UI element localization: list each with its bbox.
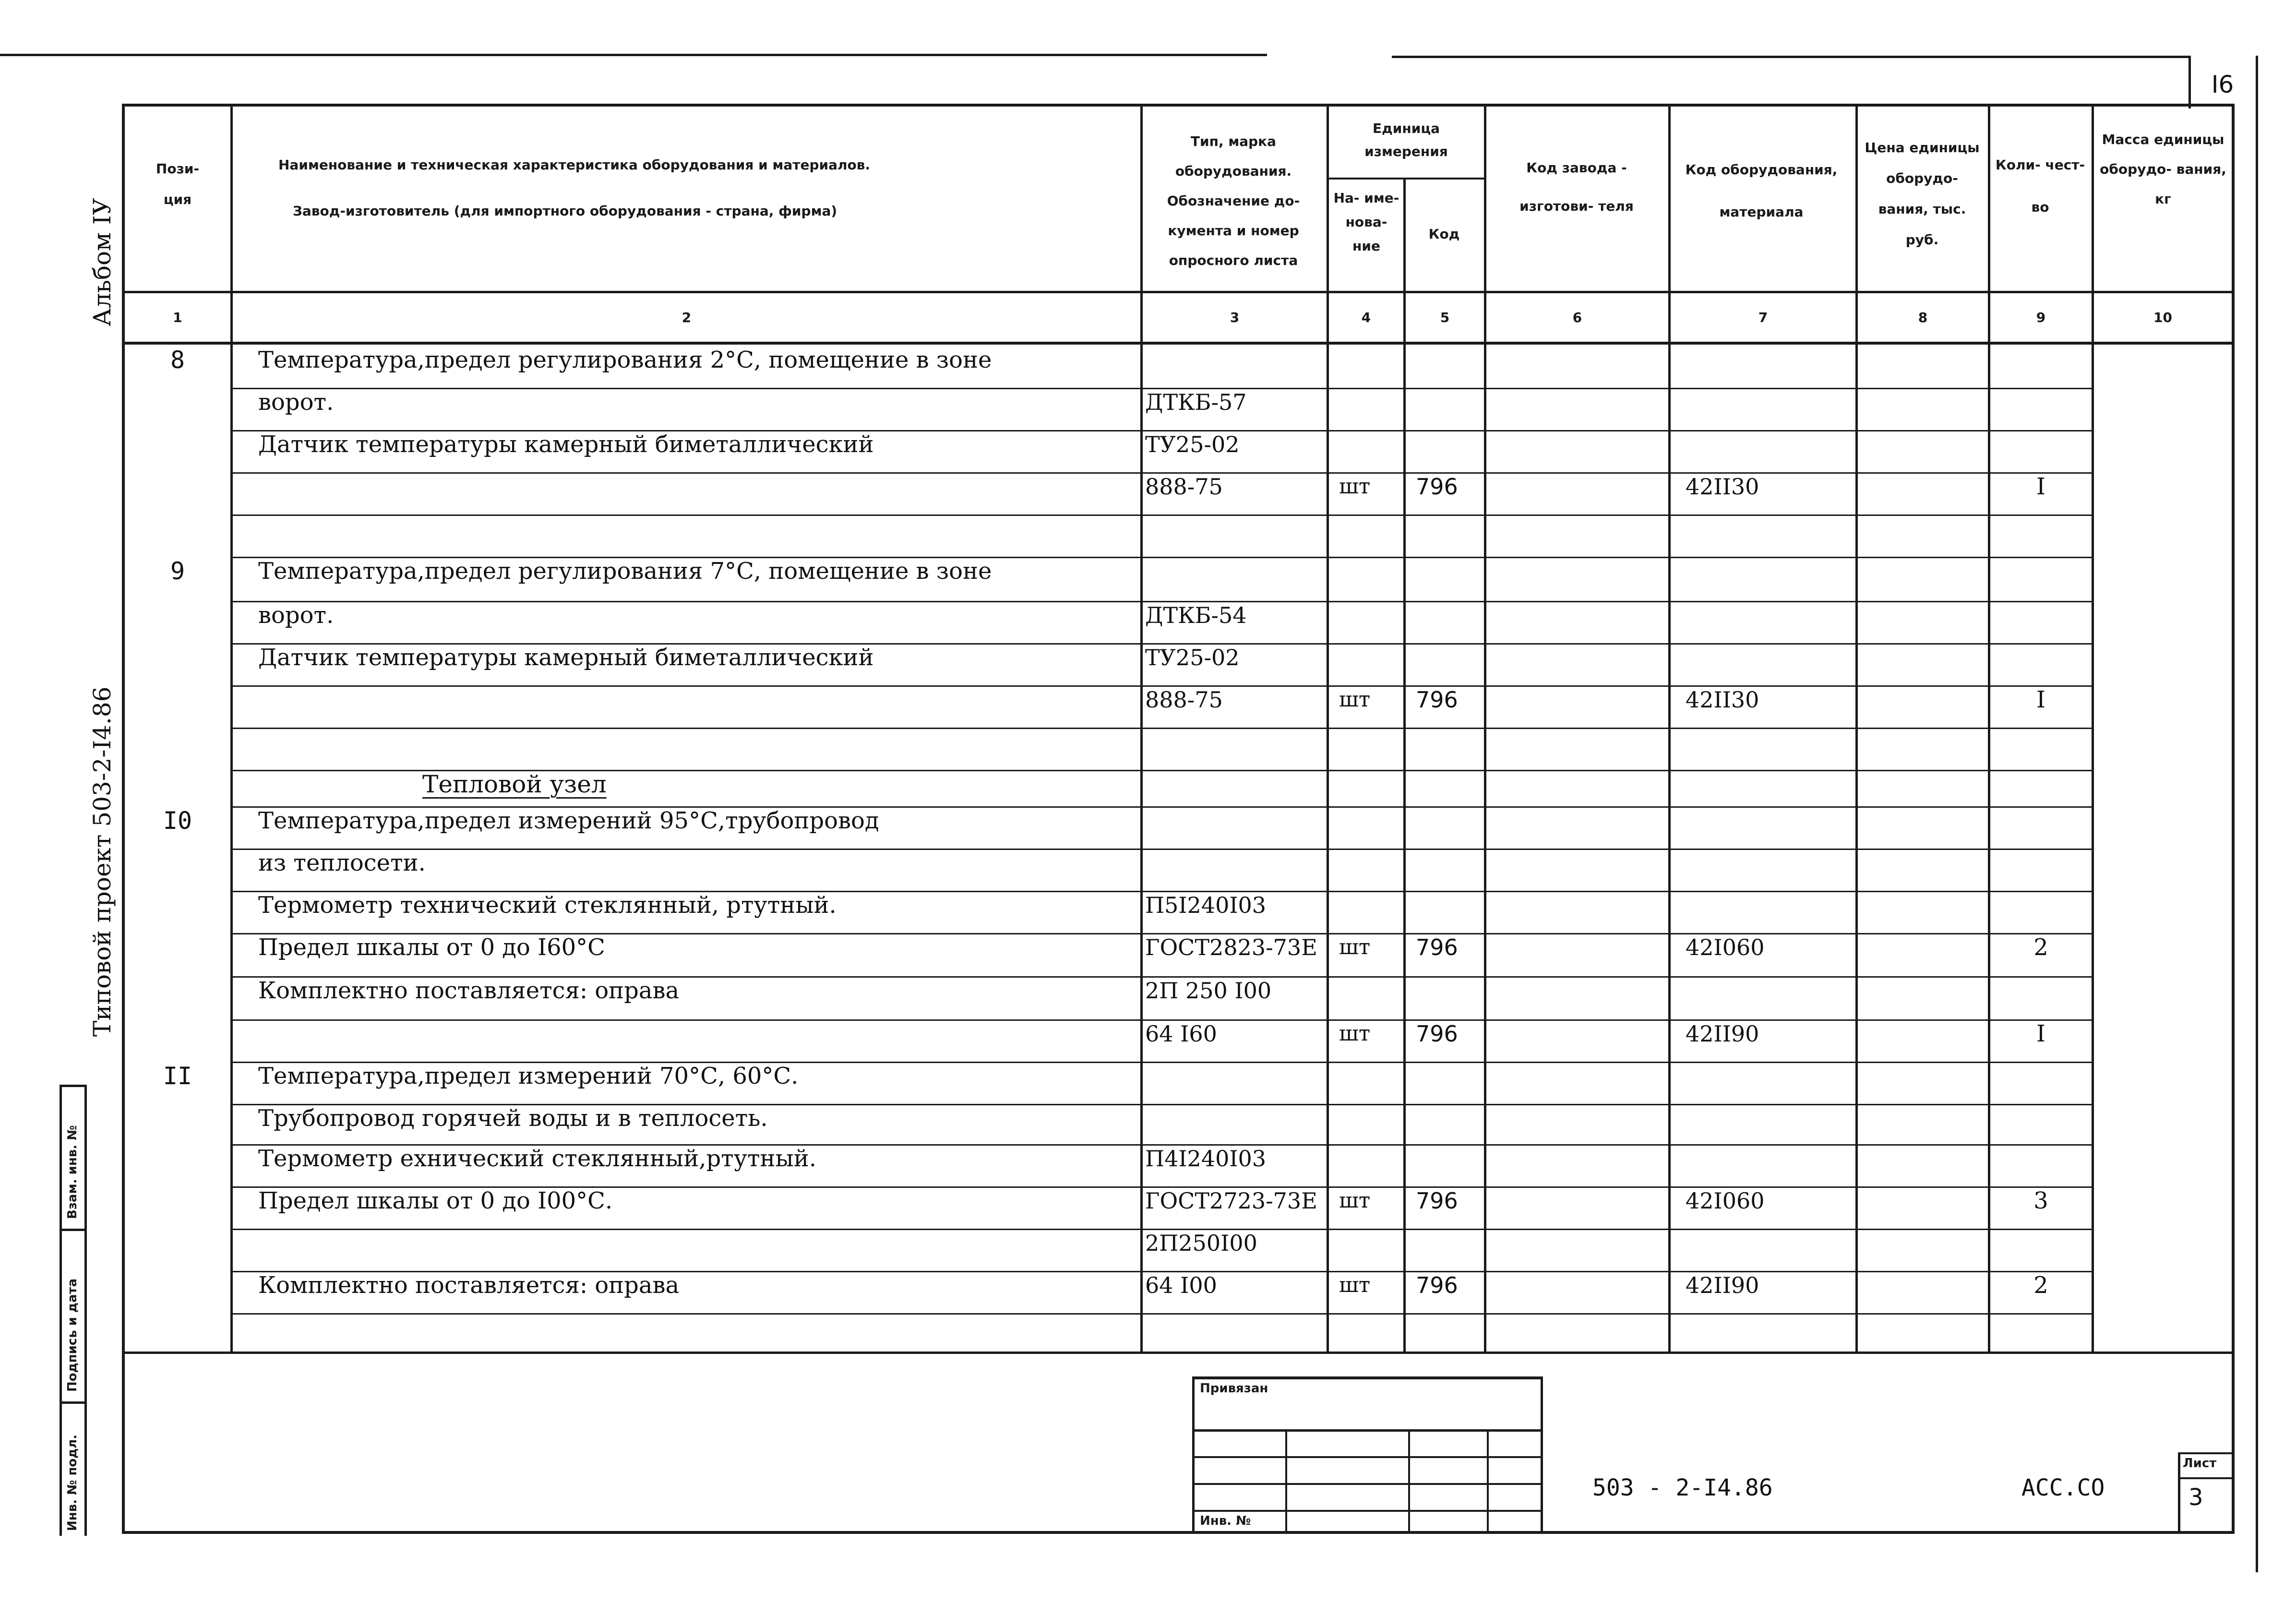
- tb-col-2: [1408, 1429, 1410, 1534]
- row-name: Датчик температуры камерный биметаллический: [258, 644, 874, 671]
- stamp-strip-left: [60, 1085, 62, 1536]
- row-unit: шт: [1339, 1021, 1371, 1046]
- header-position: Пози- ция: [155, 161, 200, 207]
- row-type: 2П 250 I00: [1145, 978, 1272, 1004]
- header-unit-name: На- име- нова- ние: [1333, 190, 1399, 254]
- tb-right: [1541, 1376, 1543, 1534]
- sheet-number: 3: [2188, 1484, 2203, 1511]
- row-equipment-code: 42II90: [1686, 1021, 1759, 1047]
- header-name-line1: Наименование и техническая характеристика оборудования и материалов.: [278, 157, 871, 173]
- row-name: Комплектно поставляется: оправа: [258, 977, 680, 1004]
- row-type: ГОСТ2723-73Е: [1145, 1188, 1317, 1214]
- row-name: Термометр технический стеклянный, ртутный.: [258, 892, 837, 919]
- row-unit: шт: [1339, 935, 1371, 959]
- row-unit-code: 796: [1416, 934, 1458, 960]
- stamp-strip-top: [60, 1085, 86, 1087]
- tb-col-1: [1285, 1429, 1287, 1534]
- sheet-box-right: [2256, 56, 2258, 1572]
- inv-label: Инв. №: [1200, 1514, 1251, 1528]
- column-number: 8: [1918, 310, 1928, 325]
- header-price: Цена единицы оборудо- вания, тыс. руб.: [1865, 140, 1980, 248]
- column-number: 6: [1572, 310, 1582, 325]
- column-number: 5: [1440, 310, 1450, 325]
- column-number: 4: [1361, 310, 1371, 325]
- row-name: Комплектно поставляется: оправа: [258, 1272, 680, 1299]
- header-unit-group: Единица измерения: [1364, 120, 1448, 159]
- section-heading: Тепловой узел: [422, 770, 607, 798]
- row-divider: [230, 849, 2093, 850]
- column-number: 7: [1758, 310, 1768, 325]
- row-type: П5I240I03: [1145, 892, 1267, 918]
- row-equipment-code: 42I060: [1686, 1188, 1765, 1214]
- column-number: 1: [173, 310, 182, 325]
- row-type: ГОСТ2823-73Е: [1145, 934, 1317, 960]
- row-divider: [230, 1313, 2093, 1315]
- tb-row-4: [1192, 1510, 1543, 1512]
- row-name: Температура,предел измерений 95°С,трубопровод: [258, 807, 879, 834]
- row-position: 9: [170, 557, 185, 585]
- album-label: Альбом IУ: [88, 198, 116, 326]
- header-type: Тип, марка оборудования. Обозначение до- кумента и номер опросного листа: [1167, 133, 1300, 268]
- row-unit: шт: [1339, 474, 1371, 499]
- row-name: Температура,предел регулирования 7°С, помещение в зоне: [258, 558, 992, 585]
- row-equipment-code: 42II30: [1686, 687, 1759, 713]
- unit-group-divider: [1327, 178, 1486, 179]
- page-bottom: [123, 1531, 2235, 1534]
- stamp-divider-2: [60, 1401, 86, 1404]
- row-name: из теплосети.: [258, 849, 426, 876]
- row-quantity: I: [2036, 1020, 2045, 1047]
- table-body-bottom: [123, 1352, 2235, 1354]
- header-quantity: Коли- чест- во: [1995, 157, 2085, 215]
- row-type: ТУ25-02: [1145, 645, 1240, 670]
- header-unit-code: Код: [1428, 226, 1460, 242]
- row-equipment-code: 42II90: [1686, 1272, 1759, 1298]
- row-quantity: I: [2036, 473, 2045, 500]
- header-equipment-code: Код оборудования, материала: [1685, 162, 1838, 220]
- row-position: 8: [170, 346, 185, 374]
- row-name: Предел шкалы от 0 до I00°С.: [258, 1187, 613, 1214]
- row-type: 64 I00: [1145, 1272, 1217, 1298]
- row-divider: [230, 728, 2093, 729]
- row-name: Температура,предел регулирования 2°С, помещение в зоне: [258, 347, 992, 373]
- column-number: 3: [1230, 310, 1240, 325]
- row-name: Предел шкалы от 0 до I60°С: [258, 934, 605, 961]
- project-label: Типовой проект 503-2-I4.86: [88, 686, 116, 1037]
- row-name: ворот.: [258, 602, 334, 629]
- row-name: Трубопровод горячей воды и в теплосеть.: [258, 1105, 768, 1132]
- sheet-cell-top: [2178, 1452, 2234, 1454]
- tb-row-2: [1192, 1456, 1543, 1458]
- row-quantity: 2: [2033, 934, 2048, 961]
- row-name: Термометр ехнический стеклянный,ртутный.: [258, 1145, 816, 1172]
- stamp-replace-inv: Взам. инв. №: [65, 1125, 80, 1219]
- row-unit-code: 796: [1416, 687, 1458, 713]
- stamp-signature-date: Подпись и дата: [65, 1278, 80, 1392]
- row-type: П4I240I03: [1145, 1146, 1267, 1172]
- bound-label: Привязан: [1200, 1381, 1268, 1396]
- stamp-divider-1: [60, 1229, 86, 1231]
- row-position: I0: [163, 807, 192, 835]
- row-type: ДТКБ-54: [1145, 602, 1247, 628]
- header-name-line2: Завод-изготовитель (для импортного оборудования - страна, фирма): [293, 203, 837, 219]
- row-divider: [230, 514, 2093, 516]
- stamp-strip-right: [84, 1085, 87, 1536]
- row-unit-code: 796: [1416, 474, 1458, 500]
- row-position: II: [163, 1062, 192, 1090]
- row-quantity: 3: [2033, 1187, 2048, 1214]
- row-unit-code: 796: [1416, 1188, 1458, 1214]
- row-unit: шт: [1339, 687, 1371, 712]
- row-type: 2П250I00: [1145, 1230, 1257, 1256]
- column-number: 9: [2036, 310, 2046, 325]
- row-name: Датчик температуры камерный биметаллический: [258, 431, 874, 458]
- header-plant-code: Код завода - изготови- теля: [1519, 160, 1634, 214]
- section-code: АСС.СО: [2021, 1474, 2105, 1501]
- row-equipment-code: 42I060: [1686, 934, 1765, 960]
- tb-row-3: [1192, 1483, 1543, 1485]
- col-div-4: [1403, 178, 1406, 1352]
- table-top: [123, 104, 2235, 107]
- top-line-right: [1392, 56, 2188, 58]
- stamp-inv-original: Инв. № подл.: [65, 1434, 80, 1531]
- row-unit: шт: [1339, 1273, 1371, 1297]
- sheet-label: Лист: [2183, 1456, 2217, 1471]
- row-equipment-code: 42II30: [1686, 474, 1759, 500]
- document-code: 503 - 2-I4.86: [1592, 1474, 1773, 1501]
- sheet-box-left: [2188, 56, 2191, 108]
- top-dashed-line: [0, 54, 1267, 56]
- row-type: 888-75: [1145, 474, 1223, 500]
- table-numbers-bottom: [123, 342, 2235, 345]
- row-quantity: 2: [2033, 1272, 2048, 1299]
- row-unit-code: 796: [1416, 1272, 1458, 1298]
- tb-col-3: [1487, 1429, 1489, 1534]
- row-type: 64 I60: [1145, 1021, 1217, 1047]
- column-number: 10: [2153, 310, 2172, 325]
- sheet-cell-mid: [2178, 1477, 2234, 1479]
- table-right: [2232, 104, 2235, 1534]
- row-type: 888-75: [1145, 687, 1223, 713]
- sheet-number-top: I6: [2211, 71, 2234, 98]
- row-name: ворот.: [258, 389, 334, 416]
- sheet-cell-left: [2178, 1452, 2180, 1534]
- tb-top: [1192, 1376, 1543, 1379]
- row-unit: шт: [1339, 1188, 1371, 1213]
- column-number: 2: [682, 310, 692, 325]
- row-type: ТУ25-02: [1145, 431, 1240, 457]
- row-type: ДТКБ-57: [1145, 389, 1247, 415]
- row-quantity: I: [2036, 686, 2045, 713]
- tb-bound-bottom: [1192, 1429, 1543, 1432]
- header-mass: Масса единицы оборудо- вания, кг: [2100, 132, 2226, 207]
- row-unit-code: 796: [1416, 1021, 1458, 1047]
- row-name: Температура,предел измерений 70°С, 60°С.: [258, 1063, 799, 1089]
- table-header-bottom: [123, 291, 2235, 293]
